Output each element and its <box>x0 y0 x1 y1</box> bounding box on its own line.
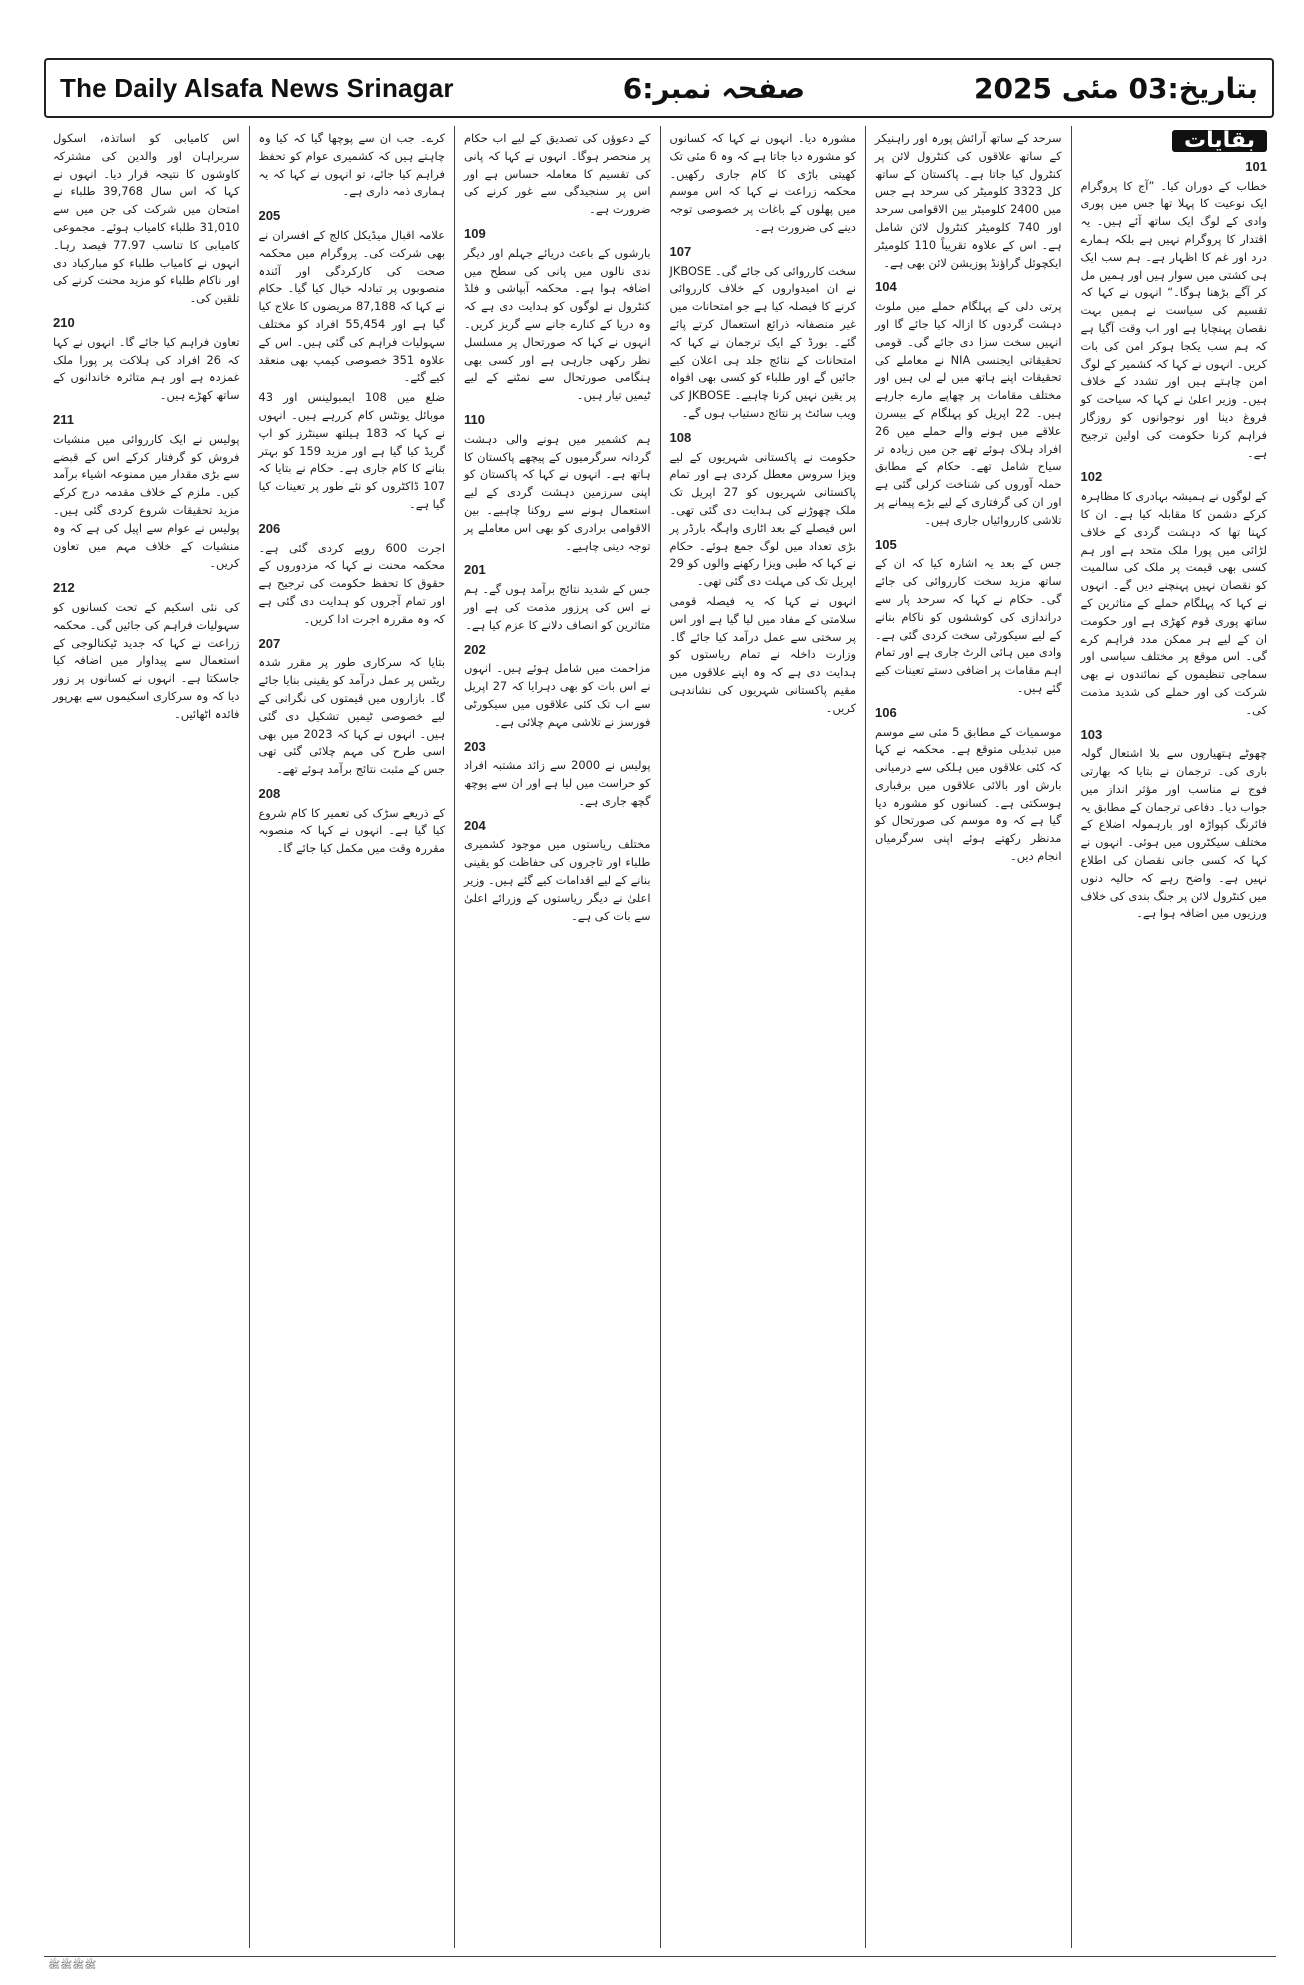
continuation-number: 110 <box>464 411 485 427</box>
news-column <box>1071 126 1277 1948</box>
continuation-number: 206 <box>258 520 281 536</box>
article-paragraph: کے دعوؤں کی تصدیق کے لیے اب حکام پر منحصر ہوگا۔ انہوں نے کہا کہ پانی کی تقسیم کا معاملہ حساس ہے اور اس پر سنجیدگی سے غور کرنے کی ضرورت ہے۔ <box>464 131 651 217</box>
article-paragraph: ضلع میں 108 ایمبولینس اور 43 موبائل یونٹس کام کررہے ہیں۔ انہوں نے کہا کہ 183 ہیلتھ سینٹرز کو اپ گریڈ کیا گیا ہے اور مزید 159 کو بہتر بنانے کا کام جاری ہے۔ حکام نے بتایا کہ 107 ڈاکٹروں کو نئے طور پر تعینات کیا گیا ہے۔ <box>258 390 445 511</box>
continuation-number: 101 <box>1245 158 1267 174</box>
continuation-number: 103 <box>1080 726 1103 742</box>
article-paragraph: بتایا کہ سرکاری طور پر مقرر شدہ ریٹس پر عمل درآمد کو یقینی بنایا جائے گا۔ بازاروں میں قیمتوں کی نگرانی کے لیے خصوصی ٹیمیں تشکیل دی گئی ہیں۔ انہوں نے کہا کہ 2023 میں بھی اسی طرح کی مہم چلائی گئی تھی جس کے مثبت نتائج برآمد ہوئے تھے۔ <box>258 655 445 777</box>
continuation-number: 102 <box>1080 469 1103 485</box>
continuation-number: 202 <box>464 641 486 657</box>
news-column <box>660 126 866 1948</box>
continuation-number: 207 <box>258 635 281 651</box>
continuation-number: 109 <box>464 225 486 241</box>
article-paragraph: انہوں نے کہا کہ یہ فیصلہ قومی سلامتی کے مفاد میں لیا گیا ہے اور اس پر سختی سے عمل درآمد کیا جائے گا۔ وزارت داخلہ نے تمام ریاستوں کو ہدایت دی ہے کہ وہ اپنے علاقوں میں مقیم پاکستانی شہریوں کی نشاندہی کریں۔ <box>669 593 856 715</box>
continuation-number: 212 <box>53 580 75 596</box>
continuation-number: 204 <box>464 817 486 833</box>
article-paragraph: موسمیات کے مطابق 5 مئی سے موسم میں تبدیلی متوقع ہے۔ محکمہ نے کہا کہ کئی علاقوں میں ہلکی سے درمیانی بارش اور بالائی علاقوں میں برفباری ہوسکتی ہے۔ کسانوں کو مشورہ دیا گیا ہے کہ وہ موسم کی صورتحال کو مدنظر رکھتے ہوئے اپنی سرگرمیاں انجام دیں۔ <box>875 724 1062 864</box>
continuation-number: 201 <box>464 562 486 578</box>
article-paragraph: اجرت 600 روپے کردی گئی ہے۔ محکمہ محنت نے کہا کہ مزدوروں کے حقوق کا تحفظ حکومت کی ترجیح ہے اور تمام آجروں کو ہدایت دی گئی ہے کہ وہ مقررہ اجرت ادا کریں۔ <box>258 540 446 626</box>
article-paragraph: پرتی دلی کے پہلگام حملے میں ملوث دہشت گردوں کا ازالہ کیا جائے گا اور انہیں سخت سزا دی جائے گی۔ قومی تحقیقاتی ایجنسی NIA نے معاملے کی تحقیقات اپنے ہاتھ میں لے لی ہیں اور مختلف مقامات پر چھاپے مارے جارہے ہیں۔ 22 اپریل کو پہلگام کے بیسرن علاقے میں ہونے والے حملے میں 26 افراد ہلاک ہوئے تھے جن میں زیادہ تر سیاح شامل تھے۔ حکام کے مطابق حملہ آوروں کی شناخت کرلی گئی ہے اور ان کی گرفتاری کے لیے بڑے پیمانے پر تلاشی کارروائیاں جاری ہیں۔ <box>875 299 1062 527</box>
footer-mark: ﷺﷺﷺﷺ <box>48 1960 97 1971</box>
article-paragraph: مختلف ریاستوں میں موجود کشمیری طلباء اور تاجروں کی حفاظت کو یقینی بنانے کے لیے اقدامات کیے گئے ہیں۔ وزیر اعلیٰ نے دیگر ریاستوں کے وزرائے اعلیٰ سے بات کی ہے۔ <box>464 837 651 923</box>
article-paragraph: حکومت نے پاکستانی شہریوں کے لیے ویزا سروس معطل کردی ہے اور تمام پاکستانی شہریوں کو 27 اپریل تک ملک چھوڑنے کی ہدایت دی گئی تھی۔ اس فیصلے کے بعد اٹاری واہگہ بارڈر پر بڑی تعداد میں لوگ جمع ہوئے۔ حکام نے کہا کہ طبی ویزا رکھنے والوں کو 29 اپریل تک کی مہلت دی گئی تھی۔ <box>669 449 857 589</box>
page-number: صفحہ نمبر:6 <box>622 71 806 105</box>
article-paragraph: کی نئی اسکیم کے تحت کسانوں کو سہولیات فراہم کی جائیں گی۔ محکمہ زراعت نے کہا کہ جدید ٹیکنالوجی کے استعمال سے پیداوار میں اضافہ کیا جاسکتا ہے۔ انہوں نے کسانوں پر زور دیا کہ وہ سرکاری اسکیموں سے بھرپور فائدہ اٹھائیں۔ <box>53 599 240 721</box>
article-paragraph: تعاون فراہم کیا جائے گا۔ انہوں نے کہا کہ 26 افراد کی ہلاکت پر پورا ملک غمزدہ ہے اور ہم متاثرہ خاندانوں کے ساتھ کھڑے ہیں۔ <box>53 334 240 403</box>
continuation-number: 106 <box>875 704 897 720</box>
section-title: بقایات <box>1172 130 1267 152</box>
bottom-divider <box>44 1956 1276 1957</box>
continuation-number: 107 <box>669 243 692 259</box>
continuation-number: 211 <box>53 411 74 427</box>
continuation-number: 210 <box>53 314 75 330</box>
article-paragraph: سخت کارروائی کی جائے گی۔ JKBOSE نے ان امیدواروں کے خلاف کارروائی کرنے کا فیصلہ کیا ہے جو امتحانات میں غیر منصفانہ ذرائع استعمال کرتے پائے گئے۔ بورڈ کے ایک ترجمان نے کہا کہ امتحانات کے نتائج جلد ہی اعلان کیے جائیں گے اور طلباء کو کسی بھی افواہ پر یقین نہیں کرنا چاہیے۔ JKBOSE کی ویب سائٹ پر نتائج دستیاب ہوں گے۔ <box>669 263 856 420</box>
article-paragraph: کے لوگوں نے ہمیشہ بہادری کا مظاہرہ کرکے دشمن کا مقابلہ کیا ہے۔ ان کا کہنا تھا کہ دہشت گردی کے خلاف لڑائی میں پورا ملک متحد ہے اور ہم کسی بھی قیمت پر ملک کی سالمیت کو نقصان نہیں پہنچنے دیں گے۔ انہوں نے کہا کہ پہلگام حملے کے متاثرین کے ساتھ پوری قوم کھڑی ہے اور حکومت ان کے لیے ہر ممکن مدد فراہم کرے گی۔ اس موقع پر مختلف سیاسی اور سماجی تنظیموں کے نمائندوں نے بھی شرکت کی اور حملے کی شدید مذمت کی۔ <box>1080 489 1267 717</box>
article-paragraph: ہم کشمیر میں ہونے والی دہشت گردانہ سرگرمیوں کے پیچھے پاکستان کا ہاتھ ہے۔ انہوں نے کہا کہ پاکستان کو اپنی سرزمین دہشت گردی کے لیے استعمال ہونے سے روکنا چاہیے۔ بین الاقوامی برادری کو بھی اس معاملے پر توجہ دینی چاہیے۔ <box>464 431 651 553</box>
article-paragraph: مشورہ دیا۔ انہوں نے کہا کہ کسانوں کو مشورہ دیا جاتا ہے کہ وہ 6 مئی تک کھیتی باڑی کا کام جاری رکھیں۔ محکمہ زراعت نے کہا کہ اس موسم میں پھلوں کے باغات پر خصوصی توجہ دینے کی ضرورت ہے۔ <box>669 131 857 234</box>
news-column <box>454 126 660 1948</box>
continuation-number: 105 <box>875 536 897 552</box>
issue-date: بتاریخ:03 مئی 2025 <box>974 71 1258 105</box>
masthead <box>44 58 1274 118</box>
article-paragraph: اس کامیابی کو اساتذہ، اسکول سربراہان اور والدین کی مشترکہ کاوشوں کا نتیجہ قرار دیا۔ انہوں نے کہا کہ اس سال 39,768 طلباء نے امتحان میں شرکت کی جن میں سے 31,010 طلباء کامیاب ہوئے۔ مجموعی کامیابی کا تناسب 77.97 فیصد رہا۔ انہوں نے کامیاب طلباء کو مبارکباد دی اور ناکام طلباء کو مزید محنت کرنے کی تلقین کی۔ <box>53 131 240 306</box>
article-columns <box>44 126 1276 1948</box>
article-paragraph: کے ذریعے سڑک کی تعمیر کا کام شروع کیا گیا ہے۔ انہوں نے کہا کہ منصوبہ مقررہ وقت میں مکمل کیا جائے گا۔ <box>258 805 445 856</box>
article-paragraph: مزاحمت میں شامل ہوئے ہیں۔ انہوں نے اس بات کو بھی دہرایا کہ 27 اپریل سے اب تک کئی علاقوں میں سیکورٹی فورسز نے تلاشی مہم چلائی ہے۔ <box>464 661 651 729</box>
article-paragraph: کرے۔ جب ان سے پوچھا گیا کہ کیا وہ چاہتے ہیں کہ کشمیری عوام کو تحفظ فراہم کیا جائے، تو انہوں نے کہا کہ یہ ہماری ذمہ داری ہے۔ <box>258 131 445 199</box>
section-heading <box>1081 130 1268 152</box>
article-paragraph: پولیس نے 2000 سے زائد مشتبہ افراد کو حراست میں لیا ہے اور ان سے پوچھ گچھ جاری ہے۔ <box>464 758 651 808</box>
continuation-number: 208 <box>258 785 281 801</box>
news-column <box>44 126 249 1948</box>
article-paragraph: جس کے بعد یہ اشارہ کیا کہ ان کے ساتھ مزید سخت کارروائی کی جائے گی۔ حکام نے کہا کہ سرحد پار سے دراندازی کی کوششوں کو ناکام بنانے کے لیے سیکورٹی سخت کردی گئی ہے۔ وادی میں ہائی الرٹ جاری ہے اور تمام اہم مقامات پر اضافی دستے تعینات کیے گئے ہیں۔ <box>875 556 1062 695</box>
continuation-number: 203 <box>464 738 486 754</box>
news-column <box>249 126 455 1948</box>
page-frame <box>44 58 1276 1971</box>
newspaper-title: The Daily Alsafa News Srinagar <box>60 72 454 103</box>
continuation-number: 205 <box>258 208 281 224</box>
continuation-number: 108 <box>669 429 692 445</box>
article-paragraph: سرحد کے ساتھ آرائش پورہ اور راہنیکر کے ساتھ علاقوں کی کنٹرول لائن پر کنٹرول کیا جاتا ہے۔ پاکستان کے ساتھ کل 3323 کلومیٹر کی سرحد ہے جس میں 2400 کلومیٹر بین الاقوامی سرحد اور 740 کلومیٹر کنٹرول لائن شامل ہے۔ اس کے علاوہ تقریباً 110 کلومیٹر ایکچوئل گراؤنڈ پوزیشن لائن بھی ہے۔ <box>875 131 1062 270</box>
article-paragraph: جس کے شدید نتائج برآمد ہوں گے۔ ہم نے اس کی پرزور مذمت کی ہے اور متاثرین کو انصاف دلانے کا عزم کیا ہے۔ <box>464 582 651 632</box>
news-column <box>865 126 1071 1948</box>
article-paragraph: خطاب کے دوران کیا۔ ”آج کا پروگرام ایک نوعیت کا پہلا تھا جس میں پوری وادی کے لوگ ایک ساتھ آئے ہیں۔ یہ اقتدار کا پروگرام نہیں ہے بلکہ ہمارے درد اور غم کا اظہار ہے۔ ہم سب ایک ہی کشتی میں سوار ہیں اور ہمیں مل کر آگے بڑھنا ہوگا۔“ انہوں نے کہا کہ تقسیم کی سیاست نے ہمیں بہت نقصان پہنچایا ہے اور اب وقت آگیا ہے کہ ہم سب یکجا ہوکر امن کی بات کریں۔ انہوں نے کہا کہ کشمیر کے لوگ امن چاہتے ہیں اور تشدد کے خلاف ہیں۔ وزیر اعلیٰ نے کہا کہ سیاحت کو فروغ دینا اور نوجوانوں کو روزگار فراہم کرنا حکومت کی اولین ترجیح ہے۔ <box>1080 178 1267 460</box>
continuation-number: 104 <box>875 279 897 295</box>
article-paragraph: پولیس نے ایک کارروائی میں منشیات فروش کو گرفتار کرکے اس کے قبضے سے بڑی مقدار میں ممنوعہ اشیاء برآمد کیں۔ ملزم کے خلاف مقدمہ درج کرکے مزید تحقیقات شروع کردی گئی ہیں۔ پولیس نے عوام سے اپیل کی ہے کہ وہ منشیات کے خلاف مہم میں تعاون کریں۔ <box>53 431 240 571</box>
article-paragraph: چھوٹے ہتھیاروں سے بلا اشتعال گولہ باری کی۔ ترجمان نے بتایا کہ بھارتی فوج نے مناسب اور مؤثر انداز میں جواب دیا۔ دفاعی ترجمان کے مطابق یہ فائرنگ کپواڑہ اور بارہمولہ اضلاع کے مختلف سیکٹروں میں ہوئی۔ انہوں نے کہا کہ کسی جانی نقصان کی اطلاع نہیں ہے۔ واضح رہے کہ حالیہ دنوں میں کنٹرول لائن پر جنگ بندی کی خلاف ورزیوں میں اضافہ ہوا ہے۔ <box>1080 746 1267 921</box>
article-paragraph: علامہ اقبال میڈیکل کالج کے افسران نے بھی شرکت کی۔ پروگرام میں محکمہ صحت کی کارکردگی اور آئندہ منصوبوں پر تبادلہ خیال کیا گیا۔ حکام نے کہا کہ 87,188 مریضوں کا علاج کیا گیا ہے اور 55,454 افراد کو مختلف سہولیات فراہم کی گئی ہیں۔ اس کے علاوہ 351 خصوصی کیمپ بھی منعقد کیے گئے۔ <box>258 227 445 385</box>
article-paragraph: بارشوں کے باعث دریائے جہلم اور دیگر ندی نالوں میں پانی کی سطح میں اضافہ ہوا ہے۔ محکمہ آبپاشی و فلڈ کنٹرول نے لوگوں کو ہدایت دی ہے کہ وہ دریا کے کنارے جانے سے گریز کریں۔ انہوں نے کہا کہ صورتحال پر مسلسل نظر رکھی جارہی ہے اور کسی بھی ہنگامی صورتحال سے نمٹنے کے لیے ٹیمیں تیار ہیں۔ <box>464 245 651 403</box>
